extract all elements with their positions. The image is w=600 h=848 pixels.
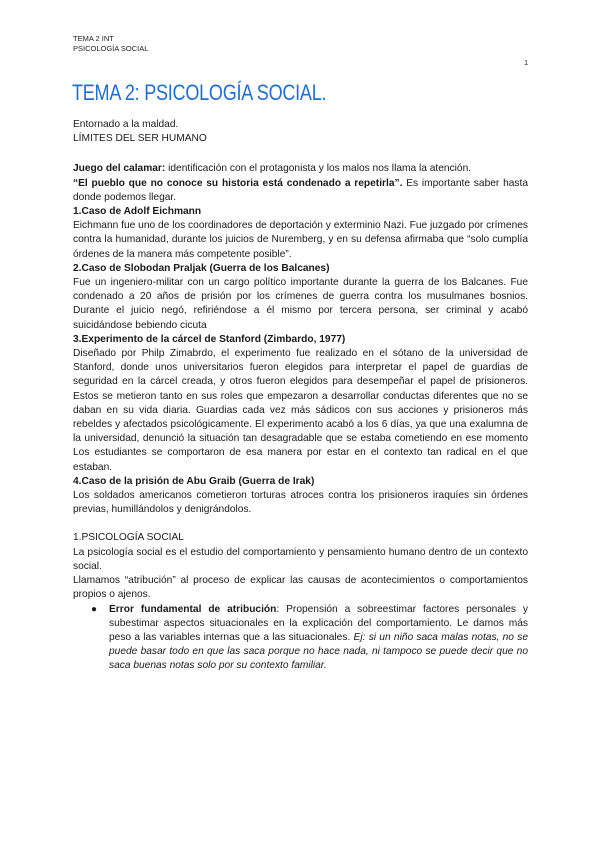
definition-paragraph: La psicología social es el estudio del comportamiento y pensamiento humano dentro de un contexto social.	[73, 546, 528, 572]
section-heading: 1.PSICOLOGÍA SOCIAL	[73, 532, 184, 544]
case-heading: 2.Caso de Slobodan Praljak (Guerra de los Balcanes)	[73, 262, 330, 274]
intro-line-1: Entornado a la maldad.	[73, 119, 179, 130]
bullet-text: : Propensión a sobreestimar factores personales y subestimar aspectos situacionales en la explicación del comportamiento. Le damos más peso a las variables internas que a las situacionales.	[109, 603, 528, 643]
case-heading: 3.Experimento de la cárcel de Stanford (Zimbardo, 1977)	[73, 333, 346, 345]
case-body: Eichmann fue uno de los coordinadores de deportación y exterminio Nazi. Fue juzgado por crímenes contra la humanidad, durante los juicios de Nuremberg, y en su defensa afirmaba que “solo cumplía órdenes de la manera más competente posible”.	[73, 220, 528, 260]
header-line-1: TEMA 2 INT	[73, 34, 114, 43]
case-body: Fue un ingeniero-militar con un cargo político importante durante la guerra de los Balcanes. Fue condenado a 20 años de prisión por los crímenes de guerra contra los musulmanes bosnios. Durante el juicio negó, refiriéndose a él mismo por tercera persona, ser criminal y acabó suicidándose bebiendo cicuta	[73, 277, 528, 331]
calamar-label: Juego del calamar:	[73, 163, 166, 175]
quote-paragraph	[73, 177, 528, 205]
bullet-term: Error fundamental de atribución	[109, 603, 277, 615]
quote-label: “El pueblo que no conoce su historia está condenado a repetirla”.	[73, 177, 403, 189]
page-title: TEMA 2: PSICOLOGÍA SOCIAL.	[72, 80, 327, 105]
attribution-paragraph: Llamamos “atribución” al proceso de explicar las causas de acontecimientos o comportamientos propios o ajenos.	[73, 575, 528, 601]
case-heading: 1.Caso de Adolf Eichmann	[73, 206, 202, 218]
quote-text: Es importante saber hasta donde podemos llegar.	[73, 177, 528, 203]
case-heading: 4.Caso de la prisión de Abu Graib (Guerra de Irak)	[73, 475, 315, 487]
running-header	[73, 34, 148, 54]
bullet-icon: ●	[91, 603, 98, 615]
bullet-item	[73, 603, 528, 674]
case-body: Diseñado por Philp Zimabrdo, el experimento fue realizado en el sótano de la universidad de Stanford, donde unos universitarios fueron elegidos para interpretar el papel de guardias de seguridad en la cárcel creada, y otros fueron elegidos para desempeñar el papel de prisioneros. Estos se metieron tanto en sus roles que empezaron a desarrollar conductas diferentes que no se daban en su vida diaria. Guardias cada vez más sádicos con sus acciones y prisioneros más rebeldes y afectados psicológicamente. El experimento acabó a los 6 días, ya que una exalumna de la universidad, denunció la situación tan desagradable que se estaba cometiendo en ese momento Los estudiantes se comportaron de esa manera por estar en el contexto tan radical en el que estaban.	[73, 348, 528, 473]
page-number: 1	[524, 58, 529, 67]
calamar-paragraph	[73, 162, 528, 176]
intro-line-2: LÍMITES DEL SER HUMANO	[73, 133, 207, 145]
bullet-example: Ej: si un niño saca malas notas, no se puede basar todo en que las saca porque no hace nada, ni tampoco se puede decir que no saca buenas notas solo por su contexto familiar.	[109, 631, 528, 672]
document-body	[73, 118, 528, 674]
header-line-2: PSICOLOGÍA SOCIAL	[73, 44, 149, 53]
case-body: Los soldados americanos cometieron torturas atroces contra los prisioneros iraquíes sin órdenes previas, humillándolos y denigrándolos.	[73, 490, 528, 516]
calamar-text: identificación con el protagonista y los malos nos llama la atención.	[165, 163, 472, 175]
